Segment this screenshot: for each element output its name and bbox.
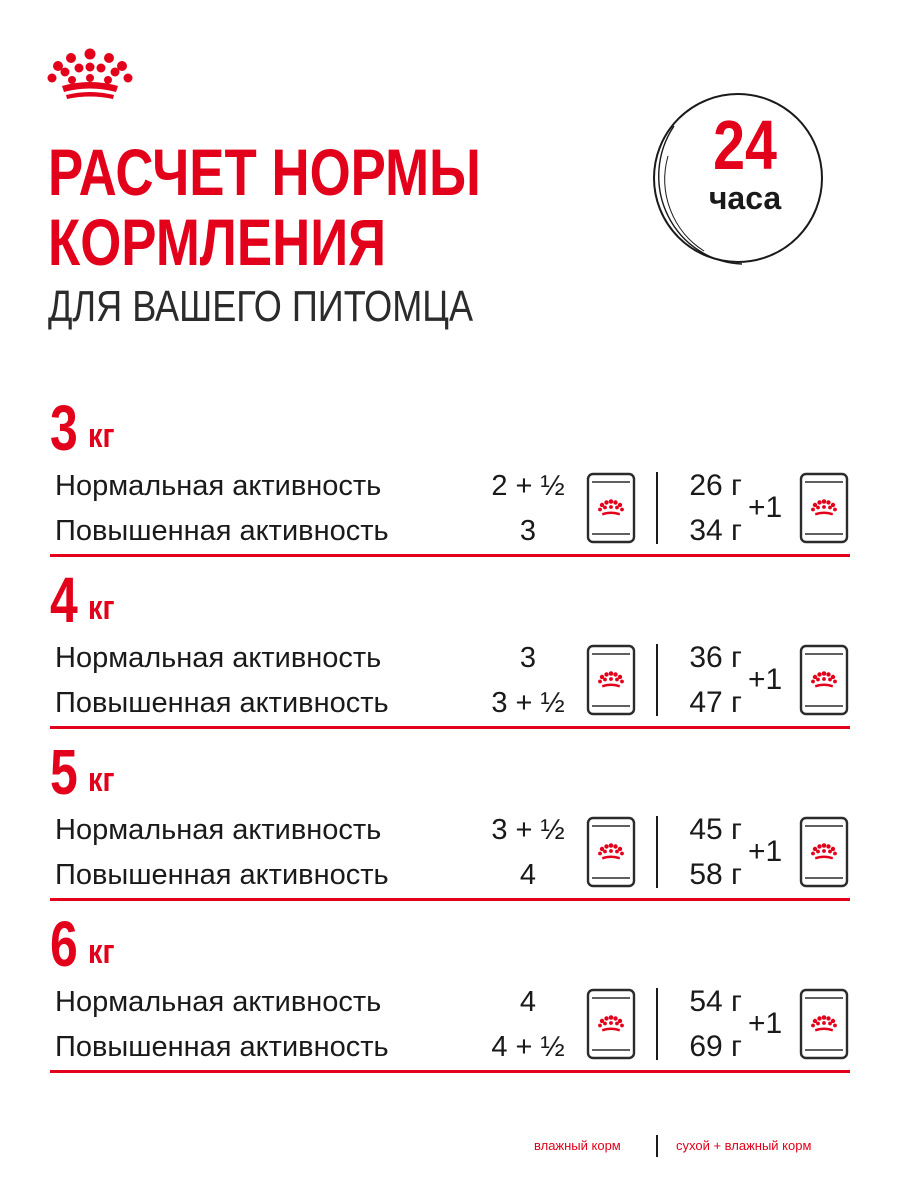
high-dry-grams: 69 г [689,1030,742,1063]
normal-activity-label: Нормальная активность [55,814,382,846]
normal-activity-label: Нормальная активность [55,986,382,1018]
title-line-1: РАСЧЕТ НОРМЫ [48,135,481,209]
high-activity-label: Повышенная активность [55,1031,389,1063]
wet-pouch-icon [586,988,636,1060]
normal-activity-label: Нормальная активность [55,470,382,502]
wet-pouch-icon [586,816,636,888]
weight-unit: кг [88,933,115,971]
weight-heading [50,736,115,808]
normal-dry-grams: 36 г [689,641,742,674]
weight-value: 4 [50,564,78,636]
normal-wet-pouches: 3 + ½ [491,814,565,846]
column-divider [656,816,658,888]
section-separator [50,726,850,729]
normal-wet-pouches: 3 [519,642,537,674]
weight-section [0,564,900,740]
normal-dry-grams: 45 г [689,813,742,846]
legend-wet: влажный корм [534,1138,621,1153]
wet-pouch-icon [799,472,849,544]
page-title [48,137,481,277]
weight-section [0,392,900,568]
normal-dry-grams: 54 г [689,985,742,1018]
high-dry-grams: 47 г [689,686,742,719]
wet-pouch-icon [799,988,849,1060]
wet-pouch-icon [586,644,636,716]
normal-dry-grams: 26 г [689,469,742,502]
normal-activity-label: Нормальная активность [55,642,382,674]
column-divider [656,644,658,716]
badge-number: 24 [713,106,777,184]
high-wet-pouches: 4 + ½ [491,1031,565,1063]
weight-unit: кг [88,589,115,627]
page-subtitle: ДЛЯ ВАШЕГО ПИТОМЦА [48,282,474,331]
column-divider [656,988,658,1060]
legend-divider [656,1135,658,1157]
plus-one-pouch: +1 [748,835,783,868]
weight-unit: кг [88,761,115,799]
plus-one-pouch: +1 [748,491,783,524]
plus-one-pouch: +1 [748,1007,783,1040]
weight-value: 3 [50,392,78,464]
weight-heading [50,392,115,464]
plus-one-pouch: +1 [748,663,783,696]
high-dry-grams: 58 г [689,858,742,891]
column-divider [656,472,658,544]
high-activity-label: Повышенная активность [55,687,389,719]
weight-heading [50,564,115,636]
weight-section [0,736,900,912]
weight-section [0,908,900,1084]
high-activity-label: Повышенная активность [55,515,389,547]
high-activity-label: Повышенная активность [55,859,389,891]
weight-value: 5 [50,736,78,808]
section-separator [50,554,850,557]
wet-pouch-icon [799,816,849,888]
wet-pouch-icon [799,644,849,716]
badge-unit: часа [708,180,782,216]
high-wet-pouches: 4 [519,859,537,891]
normal-wet-pouches: 4 [519,986,537,1018]
weight-heading [50,908,115,980]
normal-wet-pouches: 2 + ½ [491,470,565,502]
title-line-2: КОРМЛЕНИЯ [48,205,387,279]
legend-mixed: сухой + влажный корм [676,1138,812,1153]
weight-value: 6 [50,908,78,980]
high-wet-pouches: 3 + ½ [491,687,565,719]
section-separator [50,898,850,901]
royal-canin-crown-icon [44,48,136,102]
section-separator [50,1070,850,1073]
high-dry-grams: 34 г [689,514,742,547]
weight-unit: кг [88,417,115,455]
wet-pouch-icon [586,472,636,544]
high-wet-pouches: 3 [519,515,537,547]
